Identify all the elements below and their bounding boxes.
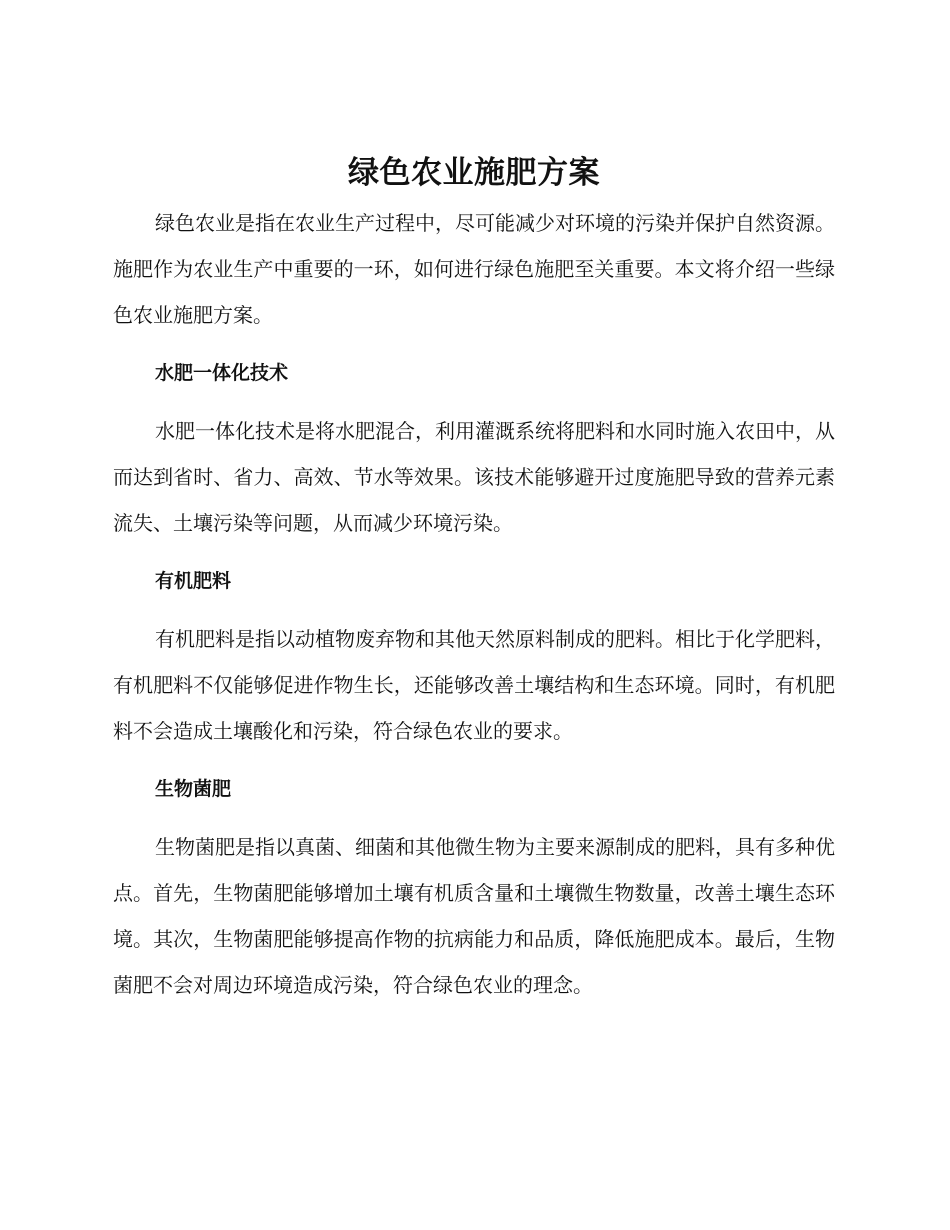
section-heading-organic-fertilizer: 有机肥料 [155, 570, 232, 592]
section-heading-fertigation: 水肥一体化技术 [155, 362, 289, 384]
section-body-fertigation: 水肥一体化技术是将水肥混合，利用灌溉系统将肥料和水同时施入农田中，从而达到省时、省力、高效、节水等效果。该技术能够避开过度施肥导致的营养元素流失、土壤污染等问题，从而减少环境污染。 [113, 419, 835, 535]
document-page [113, 146, 835, 1008]
document-title: 绿色农业施肥方案 [348, 155, 600, 191]
section-body-bio-fertilizer: 生物菌肥是指以真菌、细菌和其他微生物为主要来源制成的肥料，具有多种优点。首先，生物菌肥能够增加土壤有机质含量和土壤微生物数量，改善土壤生态环境。其次，生物菌肥能够提高作物的抗病能力和品质，降低施肥成本。最后，生物菌肥不会对周边环境造成污染，符合绿色农业的理念。 [113, 835, 835, 997]
intro-paragraph: 绿色农业是指在农业生产过程中，尽可能减少对环境的污染并保护自然资源。施肥作为农业生产中重要的一环，如何进行绿色施肥至关重要。本文将介绍一些绿色农业施肥方案。 [113, 211, 835, 327]
section-heading-bio-fertilizer: 生物菌肥 [155, 778, 232, 800]
section-body-organic-fertilizer: 有机肥料是指以动植物废弃物和其他天然原料制成的肥料。相比于化学肥料，有机肥料不仅能够促进作物生长，还能够改善土壤结构和生态环境。同时，有机肥料不会造成土壤酸化和污染，符合绿色农业的要求。 [113, 627, 835, 743]
